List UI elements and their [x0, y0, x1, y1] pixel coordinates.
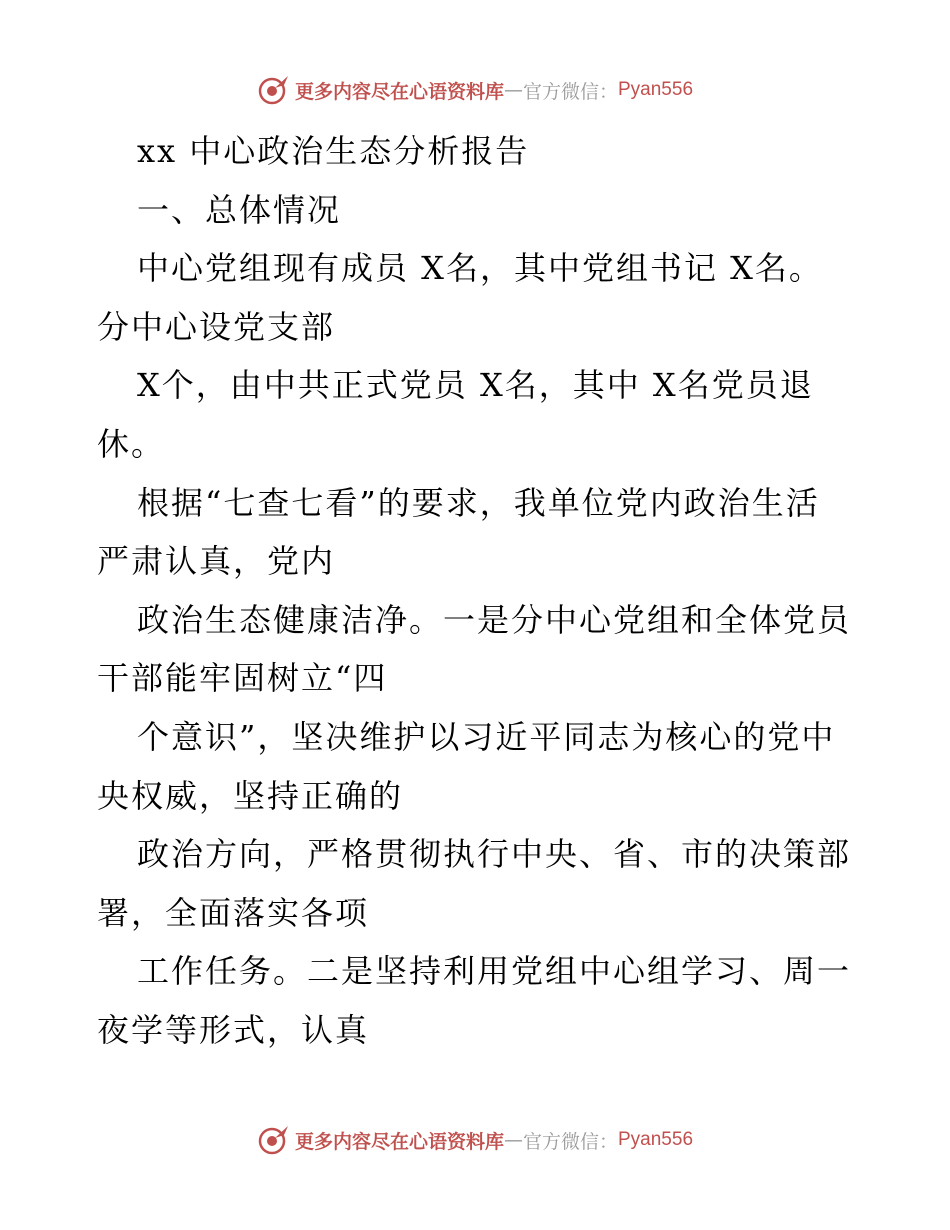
document-body [97, 122, 867, 1060]
quill-logo-icon [257, 73, 291, 107]
document-line: 休。 [97, 424, 166, 463]
watermark-text: 更多内容尽在心语资料库 [294, 80, 504, 103]
watermark-wechat-label: 官方微信： [522, 80, 618, 103]
document-line: 央权威，坚持正确的 [97, 776, 404, 815]
footer-watermark [0, 1120, 950, 1160]
watermark-separator: — [503, 79, 523, 101]
document-line: 严肃认真，党内 [97, 542, 336, 581]
watermark-text: 更多内容尽在心语资料库 [294, 1130, 504, 1153]
document-line: 署，全面落实各项 [97, 893, 370, 932]
document-line: 政治生态健康洁净。一是分中心党组和全体党员 [137, 600, 852, 639]
quill-logo-icon [257, 1123, 291, 1157]
watermark-separator: — [503, 1129, 523, 1151]
document-line: xx 中心政治生态分析报告 [137, 132, 530, 170]
document-line: 中心党组现有成员 X名，其中党组书记 X名。 [137, 249, 823, 288]
document-line: 政治方向，严格贯彻执行中央、省、市的决策部 [137, 835, 852, 874]
document-line: 根据“七查七看”的要求，我单位党内政治生活 [137, 483, 820, 522]
document-line: 一、总体情况 [137, 190, 342, 229]
document-line: 个意识”，坚决维护以习近平同志为核心的党中 [137, 717, 836, 756]
header-watermark [0, 70, 950, 110]
document-line: 工作任务。二是坚持利用党组中心组学习、周一 [137, 952, 852, 991]
watermark-wechat-id: Pyan556 [618, 1129, 694, 1150]
watermark-wechat-id: Pyan556 [618, 79, 694, 100]
document-line: 分中心设党支部 [97, 307, 336, 346]
document-line: X个，由中共正式党员 X名，其中 X名党员退 [137, 366, 814, 405]
watermark-wechat-label: 官方微信： [522, 1130, 618, 1153]
document-line: 干部能牢固树立“四 [97, 659, 388, 698]
document-line: 夜学等形式，认真 [97, 1010, 370, 1049]
